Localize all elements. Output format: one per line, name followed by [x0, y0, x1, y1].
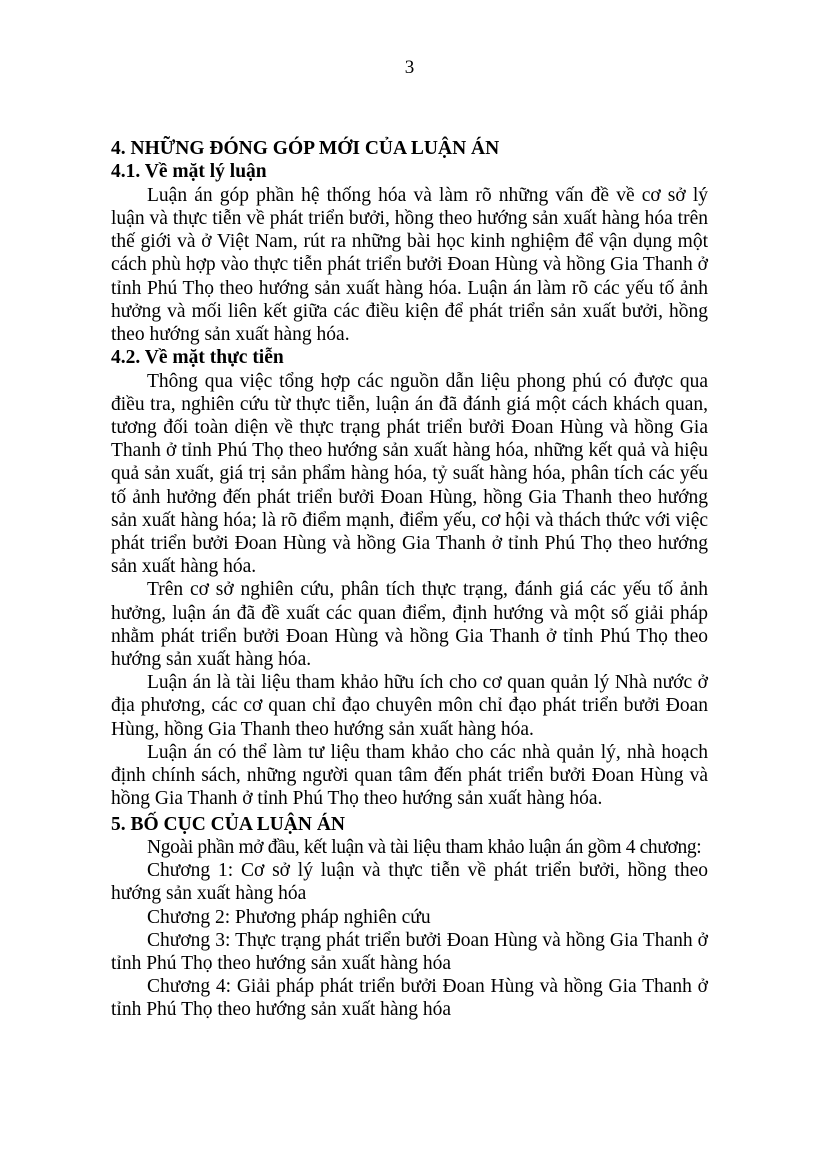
section-4-2-paragraph-4: Luận án có thể làm tư liệu tham khảo cho các nhà quản lý, nhà hoạch định chính sách, những người quan tâm đến phát triển bưởi Đoan Hùng và hồng Gia Thanh ở tỉnh Phú Thọ theo hướng sản xuất hàng hóa. — [111, 741, 708, 810]
section-5-intro: Ngoài phần mở đầu, kết luận và tài liệu tham khảo luận án gồm 4 chương: — [147, 836, 702, 858]
section-4-2-paragraph-2: Trên cơ sở nghiên cứu, phân tích thực trạng, đánh giá các yếu tố ảnh hưởng, luận án đã đề xuất các quan điểm, định hướng và một số giải pháp nhằm phát triển bưởi Đoan Hùng và hồng Gia Thanh ở tỉnh Phú Thọ theo hướng sản xuất hàng hóa. — [111, 579, 708, 671]
chapter-2-item: Chương 2: Phương pháp nghiên cứu — [147, 906, 431, 928]
chapter-3-item: Chương 3: Thực trạng phát triển bưởi Đoan Hùng và hồng Gia Thanh ở tỉnh Phú Thọ theo hướng sản xuất hàng hóa — [111, 929, 708, 974]
section-4-2-heading: 4.2. Về mặt thực tiễn — [111, 347, 284, 369]
section-4-2-paragraph-1: Thông qua việc tổng hợp các nguồn dẫn liệu phong phú có được qua điều tra, nghiên cứu từ thực tiễn, luận án đã đánh giá một cách khách quan, tương đối toàn diện về thực trạng phát triển bưởi Đoan Hùng và hồng Gia Thanh ở tỉnh Phú Thọ theo hướng sản xuất hàng hóa, những kết quả và hiệu quả sản xuất, giá trị sản phẩm hàng hóa, tỷ suất hàng hóa, phân tích các yếu tố ảnh hưởng đến phát triển bưởi Đoan Hùng, hồng Gia Thanh theo hướng sản xuất hàng hóa; là rõ điểm mạnh, điểm yếu, cơ hội và thách thức với việc phát triển bưởi Đoan Hùng và hồng Gia Thanh ở tỉnh Phú Thọ theo hướng sản xuất hàng hóa. — [111, 370, 708, 578]
page-number: 3 — [404, 57, 415, 78]
section-4-heading: 4. NHỮNG ĐÓNG GÓP MỚI CỦA LUẬN ÁN — [111, 138, 500, 159]
section-4-1-paragraph: Luận án góp phần hệ thống hóa và làm rõ những vấn đề về cơ sở lý luận và thực tiễn về phát triển bưởi, hồng theo hướng sản xuất hàng hóa trên thế giới và ở Việt Nam, rút ra những bài học kinh nghiệm để vận dụng một cách phù hợp vào thực tiễn phát triển bưởi Đoan Hùng và hồng Gia Thanh ở tỉnh Phú Thọ theo hướng sản xuất hàng hóa. Luận án làm rõ các yếu tố ảnh hưởng và mối liên kết giữa các điều kiện để phát triển sản xuất bưởi, hồng theo hướng sản xuất hàng hóa. — [111, 184, 708, 346]
page-content — [111, 135, 708, 1022]
chapter-4-item: Chương 4: Giải pháp phát triển bưởi Đoan Hùng và hồng Gia Thanh ở tỉnh Phú Thọ theo hướng sản xuất hàng hóa — [111, 976, 708, 1021]
section-4-2-paragraph-3: Luận án là tài liệu tham khảo hữu ích cho cơ quan quản lý Nhà nước ở địa phương, các cơ quan chỉ đạo chuyên môn chỉ đạo phát triển bưởi Đoan Hùng, hồng Gia Thanh theo hướng sản xuất hàng hóa. — [111, 672, 708, 740]
chapter-1-item: Chương 1: Cơ sở lý luận và thực tiễn về phát triển bưởi, hồng theo hướng sản xuất hàng hóa — [111, 860, 708, 905]
section-4-1-heading: 4.1. Về mặt lý luận — [111, 161, 267, 183]
section-5-heading: 5. BỐ CỤC CỦA LUẬN ÁN — [111, 813, 346, 835]
